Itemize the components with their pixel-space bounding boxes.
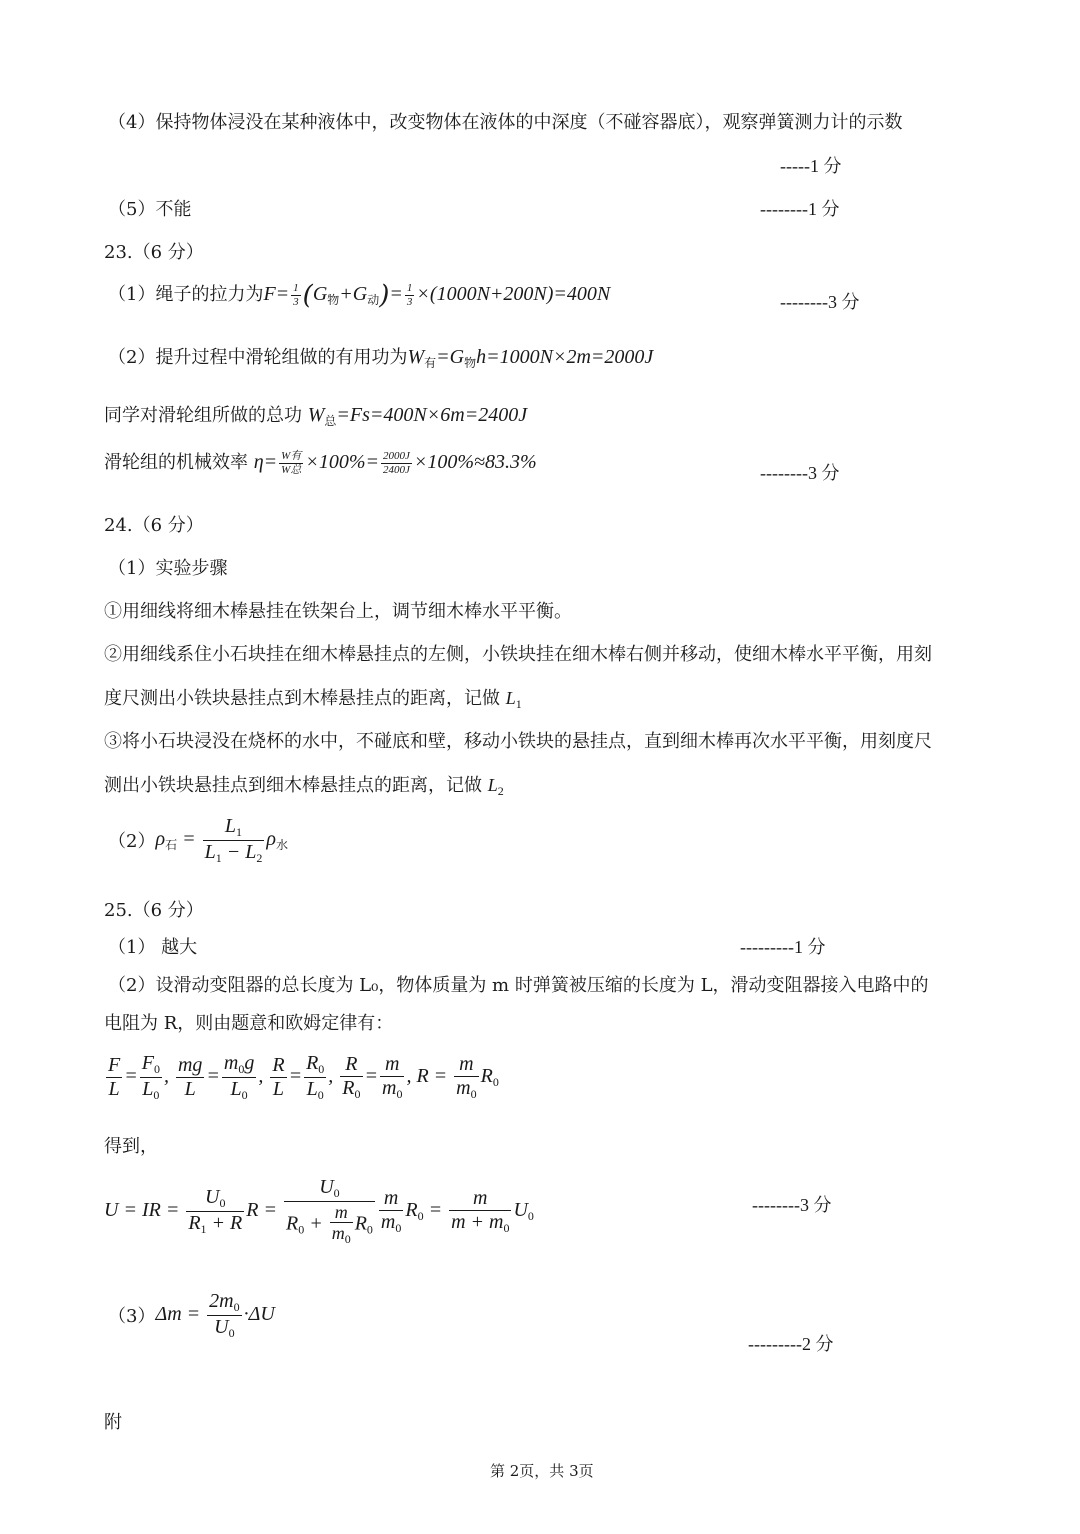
q25-delta-m-formula: Δm = $\frac{2m_0}{U_0}$ ·ΔU (155, 1290, 275, 1340)
q23-tension-formula: F= $\frac{1}{3}$ $(G_物+G_动)=$ $\frac{1}{3}$ ×(1000N+200N)=400N (263, 280, 611, 311)
q22-part5-score: --------1 分 (760, 199, 840, 219)
q25-result-label: 得到， (104, 1136, 158, 1157)
q23-part2-line (108, 343, 653, 371)
appendix-mark: 附 (104, 1412, 122, 1433)
q25-part2-line1: （2）设滑动变阻器的总长度为 L₀，物体质量为 m 时弹簧被压缩的长度为 L，滑动变阻器接入电路中的 (108, 975, 929, 996)
q25-part1-text: （1） 越大 (108, 937, 198, 958)
q23-efficiency-score: --------3 分 (760, 463, 840, 483)
q24-part2-prefix: （2） (108, 830, 156, 852)
q25-part3-prefix: （3） (108, 1305, 156, 1327)
q23-useful-work-formula: $W_有=G_物h=1000N\times 2m=2000J$ (407, 346, 654, 370)
q23-part1-line (108, 280, 610, 310)
page-footer: 第 2页，共 3页 (490, 1462, 594, 1480)
q23-efficiency-line (104, 448, 537, 477)
q24-part2-line (108, 815, 288, 866)
q23-efficiency-prefix: 滑轮组的机械效率 (104, 452, 248, 473)
q22-part4-score: -----1 分 (780, 156, 842, 176)
q23-part1-score: --------3 分 (780, 292, 860, 312)
q24-step1: ①用细线将细木棒悬挂在铁架台上，调节细木棒水平平衡。 (104, 601, 572, 622)
q25-part2-line2: 电阻为 R，则由题意和欧姆定律有： (104, 1013, 394, 1034)
q24-step2-line2: 度尺测出小铁块悬挂点到木棒悬挂点的距离，记做 $L_1$ (104, 688, 522, 711)
q24-step3-line2: 测出小铁块悬挂点到细木棒悬挂点的距离，记做 $L_2$ (104, 775, 504, 798)
q24-step3-line1: ③将小石块浸没在烧杯的水中，不碰底和壁，移动小铁块的悬挂点，直到细木棒再次水平平衡，用刻度尺 (104, 731, 932, 752)
q24-step-title: （1）实验步骤 (108, 558, 228, 579)
q23-total-work-formula: $W_总=Fs=400N\times 6m=2400J$ (307, 404, 528, 428)
q22-part5-text: （5）不能 (108, 199, 192, 220)
q25-part3-line (108, 1290, 275, 1341)
q24-heading: 24.（6 分） (104, 515, 204, 536)
q25-part3-score: ---------2 分 (748, 1334, 834, 1354)
q25-part1-score: ---------1 分 (740, 937, 826, 957)
q24-step2-line1: ②用细线系住小石块挂在细木棒悬挂点的左侧，小铁块挂在细木棒右侧并移动，使细木棒水平平衡，用刻 (104, 644, 932, 665)
q22-part4-text: （4）保持物体浸没在某种液体中，改变物体在液体的中深度（不碰容器底），观察弹簧测力计的示数 (108, 112, 903, 133)
q25-voltage-score: --------3 分 (752, 1195, 832, 1215)
q25-heading: 25.（6 分） (104, 900, 204, 921)
q23-part2-prefix: （2）提升过程中滑轮组做的有用功为 (108, 347, 408, 368)
q25-proportion-equations: $\frac{F}{L}$ = $\frac{F_0}{L_0}$ , $\frac{mg}{L}$ = $\frac{m_0g}{L_0}$ , $\frac{R}{L}$ = $\frac{R_0}{L_0}$ , $\frac{R}{R_0}$ = $\frac{m}{m_0}$ , R = $\frac{m}{m_0}$ $R_0$ (108, 1052, 499, 1102)
q23-part1-prefix: （1）绳子的拉力为 (108, 284, 264, 305)
q23-efficiency-formula: η= $\frac{\text{W有}}{\text{W总}}$ ×100%= $\frac{2000J}{2400J}$ ×100%≈83.3% (253, 450, 537, 476)
q24-density-formula: $\rho_石$ = $\frac{L_1}{L_1 - L_2}$ $\rho_水$ (155, 815, 288, 865)
q23-total-prefix: 同学对滑轮组所做的总功 (104, 405, 302, 426)
q23-total-work-line (104, 401, 527, 429)
q25-voltage-formula: U = IR = $\frac{U_0}{R_1 + R}$ R = $U_0$ $R_0$ + $\frac{m}{m_0}$ $R_0$ $\frac{m}{m_0}$ $R_0$ = $\frac{m}{m + m_0}$ $U_0$ (104, 1176, 534, 1247)
q23-heading: 23.（6 分） (104, 242, 204, 263)
